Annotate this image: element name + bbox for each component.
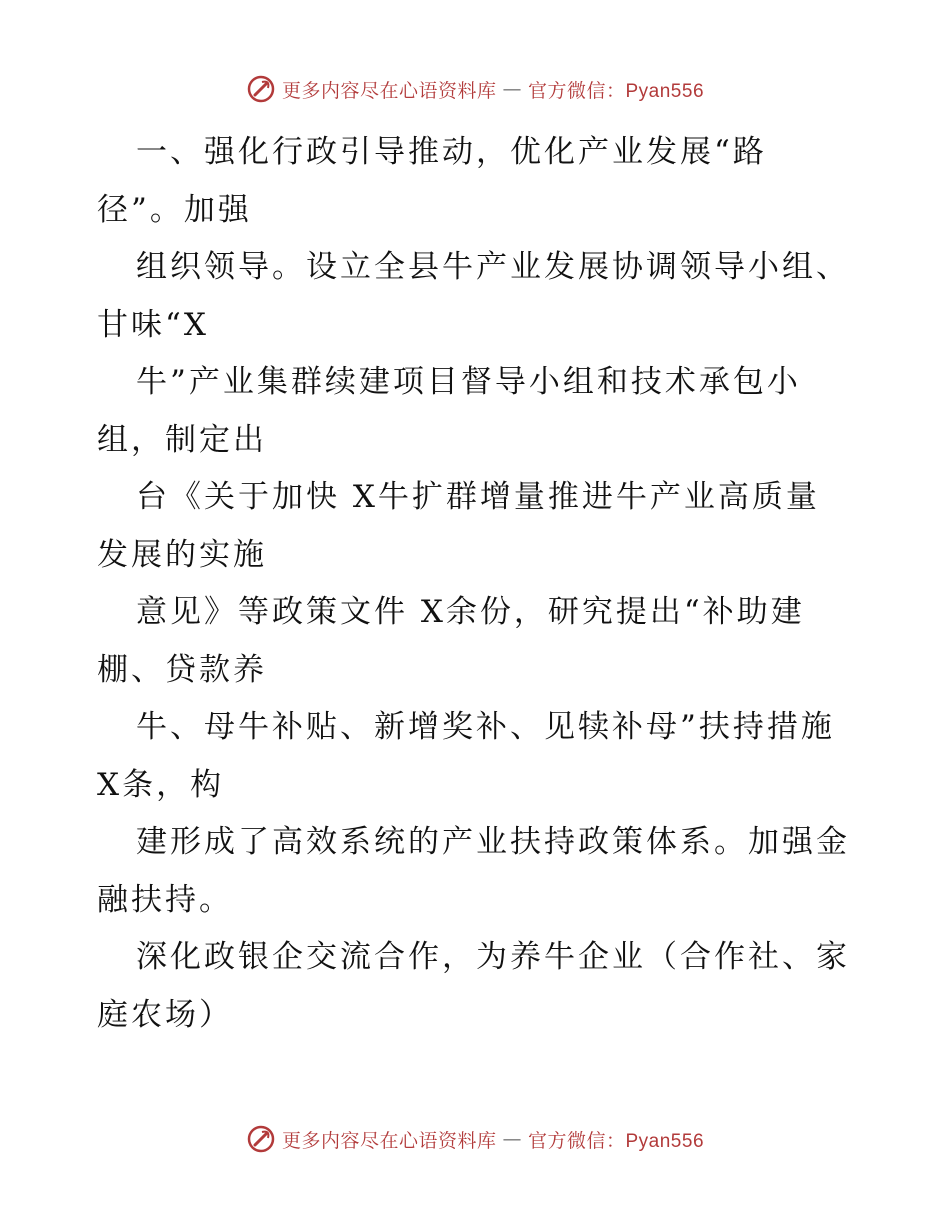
paragraph-line: 一、强化行政引导推动，优化产业发展“路 bbox=[136, 134, 767, 170]
paragraph-line: 牛”产业集群续建项目督导小组和技术承包小 bbox=[136, 364, 801, 400]
watermark-separator: — bbox=[502, 78, 522, 100]
paragraph-line: 建形成了高效系统的产业扶持政策体系。加强金 bbox=[136, 824, 850, 860]
quill-seal-icon bbox=[246, 74, 276, 104]
paragraph-line: 台《关于加快 X牛扩群增量推进牛产业高质量 bbox=[136, 479, 820, 515]
paragraph-line: 深化政银企交流合作，为养牛企业（合作社、家 bbox=[136, 939, 850, 975]
watermark-wechat: 官方微信：Pyan556 bbox=[528, 1130, 705, 1152]
paragraph-line: 甘味“X bbox=[97, 306, 209, 343]
watermark-text: 更多内容尽在心语资料库 bbox=[281, 79, 497, 102]
paragraph-line: 意见》等政策文件 X余份，研究提出“补助建 bbox=[136, 594, 805, 630]
paragraph-line: 组，制定出 bbox=[97, 421, 267, 458]
paragraph-line: 牛、母牛补贴、新增奖补、见犊补母”扶持措施 bbox=[136, 709, 835, 745]
paragraph-line: 融扶持。 bbox=[97, 881, 233, 918]
watermark-text: 更多内容尽在心语资料库 bbox=[281, 1129, 497, 1152]
paragraph-line: X条，构 bbox=[97, 766, 225, 803]
footer-watermark bbox=[0, 1124, 950, 1154]
paragraph-line: 棚、贷款养 bbox=[97, 651, 267, 688]
paragraph-line: 组织领导。设立全县牛产业发展协调领导小组、 bbox=[136, 249, 850, 285]
paragraph-line: 庭农场） bbox=[97, 996, 233, 1033]
document-body bbox=[97, 124, 857, 1044]
header-watermark bbox=[0, 74, 950, 104]
paragraph-line: 发展的实施 bbox=[97, 536, 267, 573]
watermark-wechat: 官方微信：Pyan556 bbox=[528, 80, 705, 102]
watermark-separator: — bbox=[502, 1128, 522, 1150]
quill-seal-icon bbox=[246, 1124, 276, 1154]
paragraph-line: 径”。加强 bbox=[97, 191, 252, 228]
